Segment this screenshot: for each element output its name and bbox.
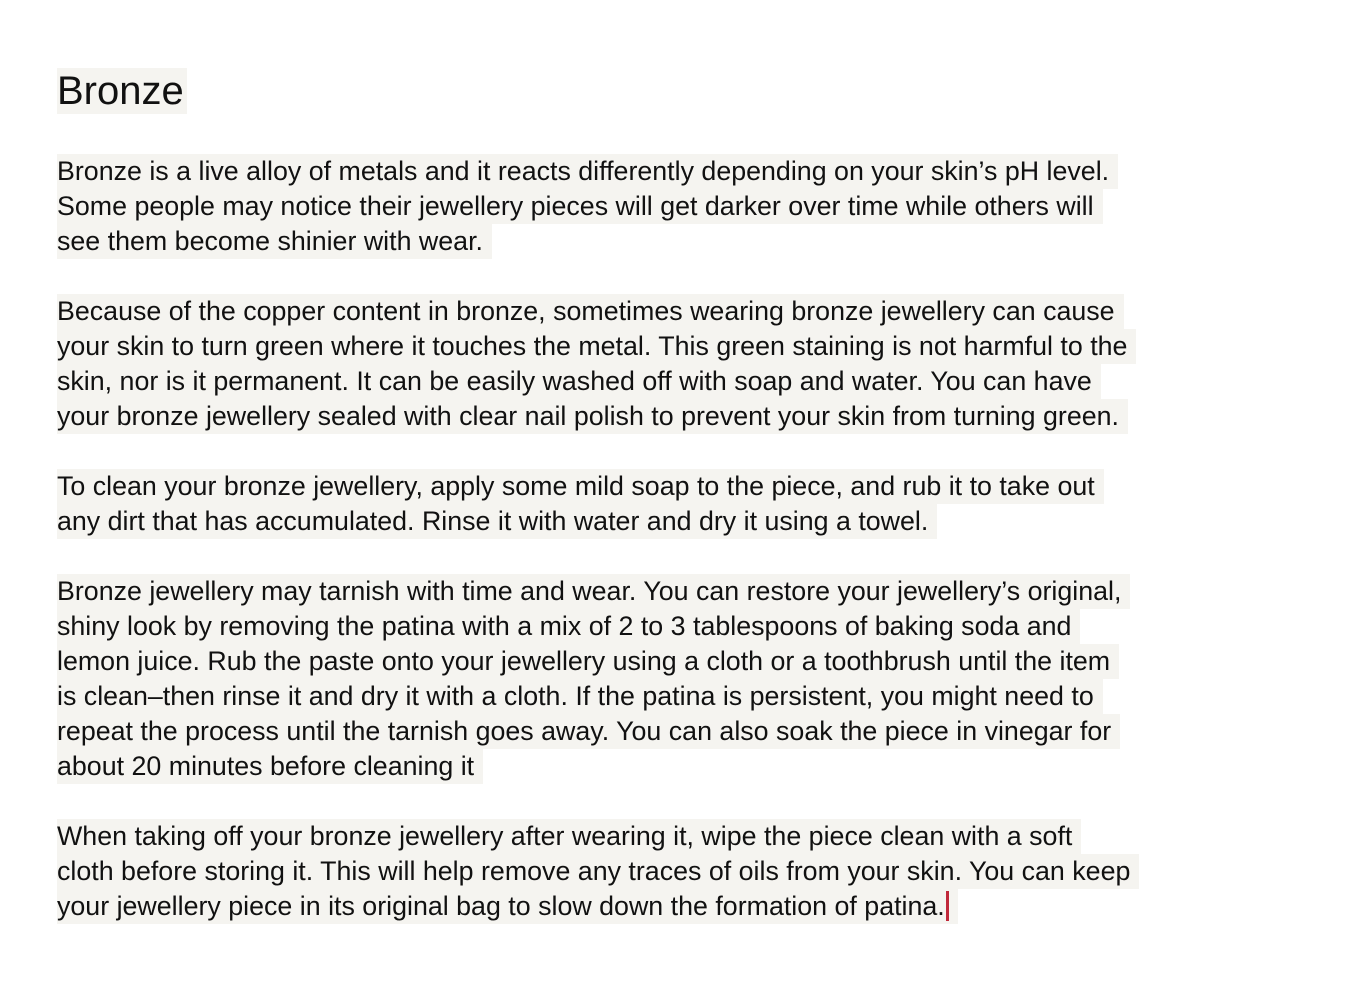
text-line: is clean–then rinse it and dry it with a cloth. If the patina is persistent, you might need to [57, 679, 1103, 714]
text-line: Some people may notice their jewellery pieces will get darker over time while others will [57, 189, 1103, 224]
text-cursor [946, 891, 949, 921]
text-line: Because of the copper content in bronze, sometimes wearing bronze jewellery can cause [57, 294, 1124, 329]
paragraph [57, 154, 1297, 259]
text-line: see them become shinier with wear. [57, 224, 492, 259]
text-line: about 20 minutes before cleaning it [57, 749, 483, 784]
paragraph [57, 469, 1297, 539]
text-line: cloth before storing it. This will help remove any traces of oils from your skin. You can keep [57, 854, 1139, 889]
text-line: your skin to turn green where it touches the metal. This green staining is not harmful to the [57, 329, 1136, 364]
text-line: To clean your bronze jewellery, apply some mild soap to the piece, and rub it to take out [57, 469, 1104, 504]
paragraph [57, 819, 1297, 924]
text-line: Bronze jewellery may tarnish with time and wear. You can restore your jewellery’s original, [57, 574, 1130, 609]
document-body[interactable] [57, 68, 1297, 959]
paragraph [57, 294, 1297, 434]
paragraph [57, 574, 1297, 784]
text-line: skin, nor is it permanent. It can be easily washed off with soap and water. You can have [57, 364, 1101, 399]
text-line: your bronze jewellery sealed with clear nail polish to prevent your skin from turning green. [57, 399, 1128, 434]
text-line: lemon juice. Rub the paste onto your jewellery using a cloth or a toothbrush until the item [57, 644, 1119, 679]
text-line: When taking off your bronze jewellery after wearing it, wipe the piece clean with a soft [57, 819, 1081, 854]
document-title: Bronze [57, 68, 187, 114]
text-line: any dirt that has accumulated. Rinse it with water and dry it using a towel. [57, 504, 937, 539]
text-line: Bronze is a live alloy of metals and it reacts differently depending on your skin’s pH level. [57, 154, 1118, 189]
text-line-content: your jewellery piece in its original bag to slow down the formation of patina. [57, 891, 945, 921]
text-line-last [57, 889, 958, 924]
text-line: shiny look by removing the patina with a mix of 2 to 3 tablespoons of baking soda and [57, 609, 1080, 644]
text-line: repeat the process until the tarnish goes away. You can also soak the piece in vinegar for [57, 714, 1120, 749]
